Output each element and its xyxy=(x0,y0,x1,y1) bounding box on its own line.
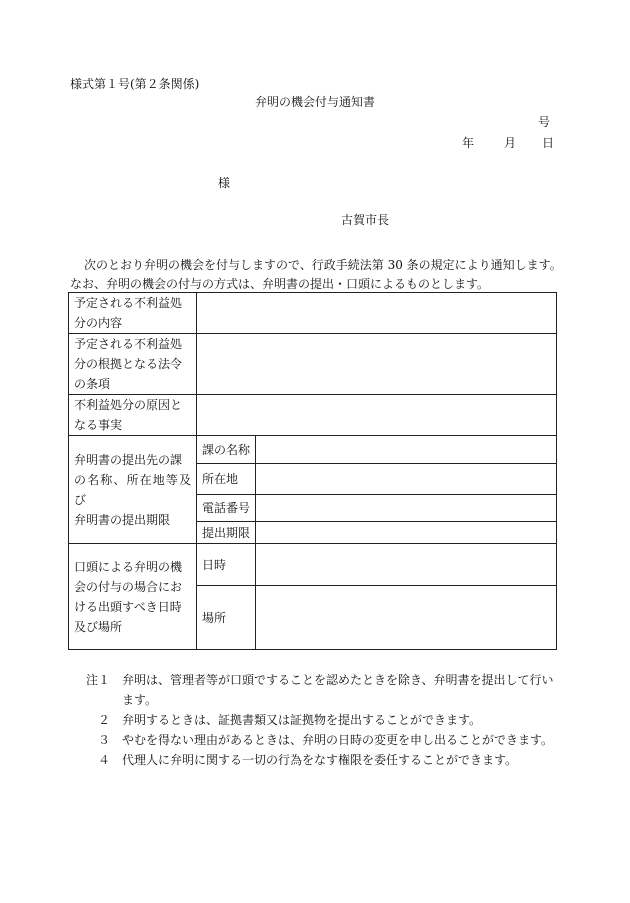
note-text: 弁明は、管理者等が口頭ですることを認めたときを除き、弁明書を提出して行います。 xyxy=(122,673,554,707)
notice-body xyxy=(70,256,570,294)
place-value[interactable] xyxy=(256,586,557,650)
sub-label-phone: 電話番号 xyxy=(197,495,256,522)
sub-label-address: 所在地 xyxy=(197,464,256,495)
note-number: ２ xyxy=(97,713,110,727)
note-item xyxy=(84,710,564,730)
note-number: ３ xyxy=(97,733,110,747)
note-number: ４ xyxy=(97,753,110,767)
datetime-value[interactable] xyxy=(256,544,557,586)
issuer-name: 古賀市長 xyxy=(341,213,390,227)
table-row xyxy=(69,544,557,586)
sub-label-department-name: 課の名称 xyxy=(197,436,256,464)
date-year: 年 xyxy=(462,136,475,150)
body-line-2: なお、弁明の機会の付与の方式は、弁明書の提出・口頭によるものとします。 xyxy=(70,277,490,291)
body-line-1: 次のとおり弁明の機会を付与しますので、行政手続法第 30 条の規定により通知します。 xyxy=(84,258,562,272)
table-row xyxy=(69,334,557,395)
document-title: 弁明の機会付与通知書 xyxy=(255,95,376,109)
date-month: 月 xyxy=(504,136,517,150)
recipient-suffix: 様 xyxy=(218,176,231,190)
document-number-suffix: 号 xyxy=(538,115,551,129)
note-number: 注１ xyxy=(85,673,110,687)
deadline-value[interactable] xyxy=(256,522,557,544)
sub-label-datetime: 日時 xyxy=(197,544,256,586)
note-item xyxy=(84,750,564,770)
row-label-submission: 弁明書の提出先の課 の名称、所在地等及び 弁明書の提出期限 xyxy=(69,436,197,544)
row-label-cause-facts: 不利益処分の原因と なる事実 xyxy=(69,395,197,436)
address-value[interactable] xyxy=(256,464,557,495)
note-item xyxy=(84,670,564,710)
notice-table xyxy=(68,292,557,650)
sub-label-place: 場所 xyxy=(197,586,256,650)
cause-facts-value[interactable] xyxy=(197,395,557,436)
date-line xyxy=(462,137,554,149)
date-day: 日 xyxy=(542,136,555,150)
legal-basis-value[interactable] xyxy=(197,334,557,395)
row-label-legal-basis: 予定される不利益処 分の根拠となる法令 の条項 xyxy=(69,334,197,395)
note-text: 代理人に弁明に関する一切の行為をなす権限を委任することができます。 xyxy=(122,753,518,767)
row-label-disposition-content: 予定される不利益処 分の内容 xyxy=(69,293,197,334)
note-text: やむを得ない理由があるときは、弁明の日時の変更を申し出ることができます。 xyxy=(122,733,554,747)
sub-label-deadline: 提出期限 xyxy=(197,522,256,544)
note-item xyxy=(84,730,564,750)
note-text: 弁明するときは、証拠書類又は証拠物を提出することができます。 xyxy=(122,713,482,727)
notes-section xyxy=(84,670,564,770)
phone-value[interactable] xyxy=(256,495,557,522)
row-label-oral-hearing: 口頭による弁明の機 会の付与の場合にお ける出頭すべき日時 及び場所 xyxy=(69,544,197,650)
department-name-value[interactable] xyxy=(256,436,557,464)
disposition-content-value[interactable] xyxy=(197,293,557,334)
table-row xyxy=(69,293,557,334)
table-row xyxy=(69,436,557,464)
form-label: 様式第１号(第２条関係) xyxy=(70,77,200,91)
table-row xyxy=(69,395,557,436)
